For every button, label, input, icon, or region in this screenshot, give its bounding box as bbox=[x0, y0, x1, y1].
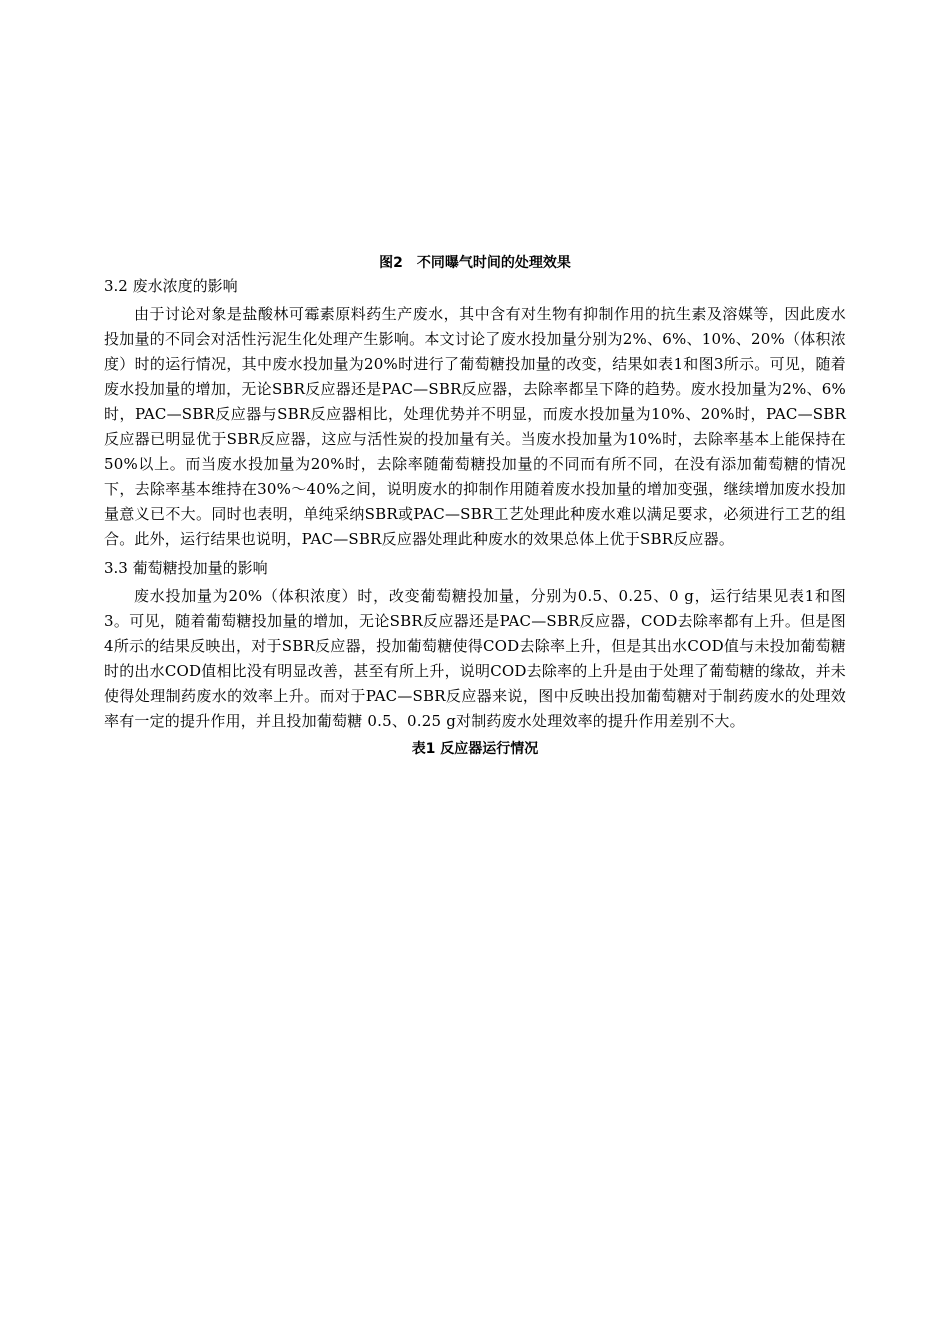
paragraph-glucose-dosage: 废水投加量为20%（体积浓度）时，改变葡萄糖投加量，分别为0.5、0.25、0 g，运行结果见表1和图3。可见，随着葡萄糖投加量的增加，无论SBR反应器还是PAC—SBR反应器，COD去除率都有上升。但是图4所示的结果反映出，对于SBR反应器，投加葡萄糖使得COD去除率上升，但是其出水COD值与未投加葡萄糖时的出水COD值相比没有明显改善，甚至有所上升，说明COD去除率的上升是由于处理了葡萄糖的缘故，并未使得处理制药废水的效率上升。而对于PAC—SBR反应器来说，图中反映出投加葡萄糖对于制药废水的处理效率有一定的提升作用，并且投加葡萄糖 0.5、0.25 g对制药废水处理效率的提升作用差别不大。 bbox=[104, 587, 846, 730]
paragraph-wastewater-concentration: 由于讨论对象是盐酸林可霉素原料药生产废水，其中含有对生物有抑制作用的抗生素及溶媒等，因此废水投加量的不同会对活性污泥生化处理产生影响。本文讨论了废水投加量分别为2%、6%、10%、20%（体积浓度）时的运行情况，其中废水投加量为20%时进行了葡萄糖投加量的改变，结果如表1和图3所示。可见，随着废水投加量的增加，无论SBR反应器还是PAC—SBR反应器，去除率都呈下降的趋势。废水投加量为2%、6%时，PAC—SBR反应器与SBR反应器相比，处理优势并不明显，而废水投加量为10%、20%时，PAC—SBR反应器已明显优于SBR反应器，这应与活性炭的投加量有关。当废水投加量为10%时，去除率基本上能保持在50%以上。而当废水投加量为20%时，去除率随葡萄糖投加量的不同而有所不同，在没有添加葡萄糖的情况下，去除率基本维持在30%～40%之间，说明废水的抑制作用随着废水投加量的增加变强，继续增加废水投加量意义已不大。同时也表明，单纯采纳SBR或PAC—SBR工艺处理此种废水难以满足要求，必须进行工艺的组合。此外，运行结果也说明，PAC—SBR反应器处理此种废水的效果总体上优于SBR反应器。 bbox=[104, 305, 846, 548]
document-page bbox=[104, 252, 846, 760]
table-caption: 表1 反应器运行情况 bbox=[411, 741, 539, 757]
section-heading-3-2: 3.2 废水浓度的影响 bbox=[104, 277, 238, 295]
figure-caption: 图2 不同曝气时间的处理效果 bbox=[379, 255, 571, 271]
section-heading-3-3: 3.3 葡萄糖投加量的影响 bbox=[104, 559, 268, 577]
